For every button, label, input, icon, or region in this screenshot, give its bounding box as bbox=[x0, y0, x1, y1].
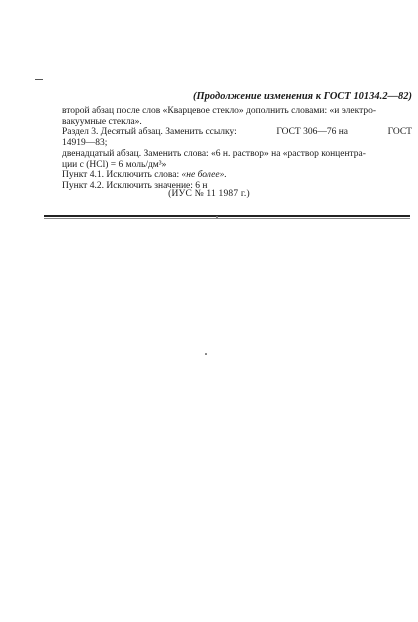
gost-reference: ГОСТ bbox=[387, 127, 412, 138]
amendment-body bbox=[62, 106, 412, 192]
line: Пункт 4.2. Исключить значение: 6 н bbox=[62, 180, 208, 191]
text-fragment: Пункт 4.1. Исключить слова: bbox=[62, 170, 180, 181]
margin-mark bbox=[35, 79, 43, 80]
line: двенадцатый абзац. Заменить слова: «6 н. раствор» на «раствор концентра- bbox=[62, 148, 366, 159]
paragraph-4-1 bbox=[62, 170, 412, 181]
paragraph-quartz-glass bbox=[62, 106, 412, 127]
line bbox=[62, 127, 412, 138]
paragraph-twelfth bbox=[62, 149, 412, 170]
text-fragment: «не более». bbox=[181, 170, 227, 181]
scan-speck bbox=[216, 216, 218, 218]
paragraph-section-3 bbox=[62, 127, 412, 148]
divider-rule bbox=[44, 215, 410, 217]
line bbox=[62, 170, 412, 181]
source-reference: (ИУС № 11 1987 г.) bbox=[168, 189, 250, 199]
continuation-header: (Продолжение изменения к ГОСТ 10134.2—82) bbox=[193, 91, 412, 102]
line: вакуумные стекла». bbox=[62, 116, 142, 127]
line: второй абзац после слов «Кварцевое стекло» дополнить словами: «и электро- bbox=[62, 106, 377, 116]
line: 14919—83; bbox=[62, 138, 108, 149]
divider-rule-thin bbox=[44, 218, 410, 219]
text-fragment: Раздел 3. Десятый абзац. Заменить ссылку: bbox=[62, 127, 237, 138]
line: ции c (HCl) = 6 моль/дм³» bbox=[62, 159, 167, 170]
gost-reference: ГОСТ 306—76 на bbox=[276, 127, 349, 138]
scan-speck bbox=[205, 353, 207, 355]
